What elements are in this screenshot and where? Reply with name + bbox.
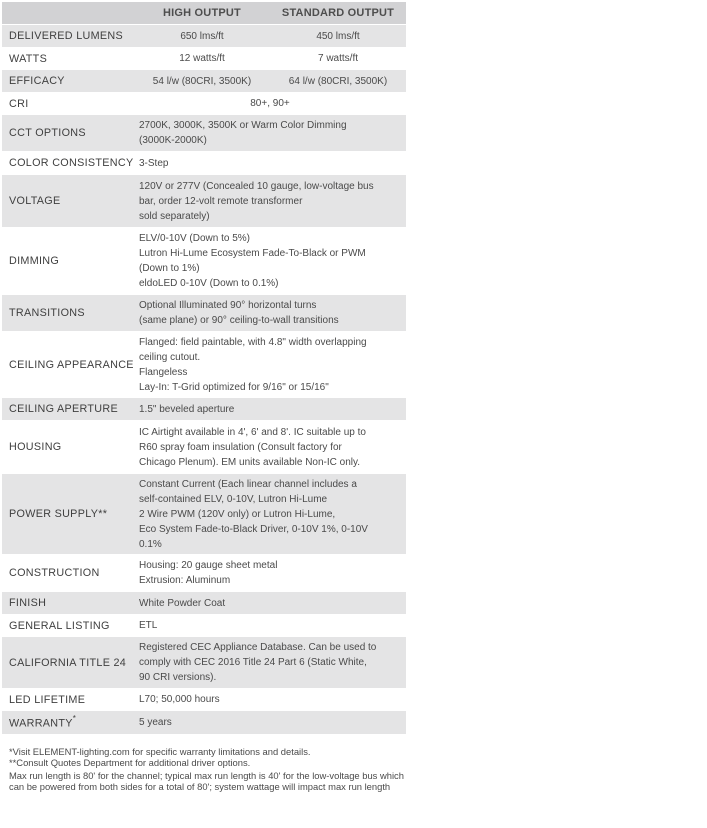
standard-output-value: 64 l/w (80CRI, 3500K): [288, 75, 388, 87]
table-row: [2, 473, 406, 554]
standard-output-value: 450 lms/ft: [316, 30, 360, 42]
value-line: bar, order 12-volt remote transformer: [139, 195, 303, 207]
value-line: 2 Wire PWM (120V only) or Lutron Hi-Lume,: [139, 508, 336, 520]
row-value: [134, 179, 406, 224]
row-label: HOUSING: [9, 441, 62, 453]
value-line: 120V or 277V (Concealed 10 gauge, low-voltage bus: [139, 180, 374, 192]
row-label: CCT OPTIONS: [9, 127, 86, 139]
row-value: [134, 156, 406, 171]
footnotes: [9, 747, 404, 792]
value-line: (3000K-2000K): [139, 135, 207, 146]
value-line: 3-Step: [139, 157, 169, 169]
value-line: Flanged: field paintable, with 4.8" width overlapping: [139, 336, 367, 348]
table-row: [2, 554, 406, 591]
value-line: White Powder Coat: [139, 597, 226, 609]
value-line: Housing: 20 gauge sheet metal: [139, 560, 278, 571]
row-value: [134, 477, 406, 552]
row-label: LED LIFETIME: [9, 693, 86, 706]
table-row: [2, 174, 406, 227]
table-row: [2, 151, 406, 174]
value-line: 0.1%: [139, 538, 162, 550]
footnote-warranty: *Visit ELEMENT-lighting.com for specific warranty limitations and details.: [9, 746, 311, 757]
value-line: R60 spray foam insulation (Consult factory for: [139, 441, 342, 453]
warranty-label-text: WARRANTY: [9, 717, 73, 730]
header-high-output: HIGH OUTPUT: [163, 7, 241, 19]
row-label: DIMMING: [9, 255, 60, 267]
row-value: [134, 118, 406, 148]
row-label: WATTS: [9, 52, 48, 65]
table-row: [2, 614, 406, 636]
row-label: EFFICACY: [9, 75, 65, 87]
value-line: Constant Current (Each linear channel includes a: [139, 478, 357, 490]
value-line: Eco System Fade-to-Black Driver, 0-10V 1%, 0-10V: [139, 523, 368, 535]
row-value: [134, 298, 406, 328]
table-row: [2, 397, 406, 420]
value-line: (same plane) or 90° ceiling-to-wall transitions: [139, 315, 339, 326]
value-line: ELV/0-10V (Down to 5%): [139, 233, 250, 244]
row-label: DELIVERED LUMENS: [9, 30, 123, 42]
high-output-value: 650 lms/ft: [180, 30, 224, 42]
value-line: IC Airtight available in 4', 6' and 8'. IC suitable up to: [139, 426, 366, 438]
value-line: Extrusion: Aluminum: [139, 575, 231, 586]
row-value: [134, 335, 406, 395]
row-label: FINISH: [9, 597, 47, 609]
row-value: [134, 558, 406, 588]
header-standard-output: STANDARD OUTPUT: [281, 7, 395, 19]
table-row: [2, 227, 406, 294]
value-line: Registered CEC Appliance Database. Can be used to: [139, 642, 377, 653]
row-value: [134, 402, 406, 417]
row-label: TRANSITIONS: [9, 307, 85, 319]
row-value: [134, 692, 406, 707]
value-line: Lay-In: T-Grid optimized for 9/16" or 15/16": [139, 381, 329, 393]
row-value: [134, 231, 406, 291]
row-label: [2, 715, 134, 730]
row-label: VOLTAGE: [9, 195, 61, 207]
table-row: [2, 688, 406, 710]
footnote-max-run-length: Max run length is 80' for the channel; typical max run length is 40' for the low-voltage bus which can be powered from both sides for a total of 80'; system wattage will impact max run length: [9, 770, 404, 792]
value-line: sold separately): [139, 210, 210, 222]
table-row: [2, 294, 406, 331]
row-label: POWER SUPPLY**: [9, 508, 108, 520]
warranty-footnote-marker: *: [72, 714, 77, 724]
value-line: Optional Illuminated 90° horizontal turns: [139, 300, 317, 311]
value-line: eldoLED 0-10V (Down to 0.1%): [139, 278, 279, 289]
value-line: Flangeless: [139, 366, 188, 378]
value-line: Lutron Hi-Lume Ecosystem Fade-To-Black or PWM: [139, 248, 366, 259]
value-line: (Down to 1%): [139, 263, 200, 274]
table-row: [2, 331, 406, 397]
row-value: [134, 596, 406, 611]
value-line: comply with CEC 2016 Title 24 Part 6 (Static White,: [139, 657, 367, 668]
value-line: ETL: [139, 620, 158, 631]
row-value: [134, 618, 406, 633]
spec-table: [2, 2, 406, 734]
value-line: 1.5" beveled aperture: [139, 403, 235, 415]
row-label: CALIFORNIA TITLE 24: [9, 656, 127, 669]
table-row: [2, 420, 406, 473]
footnote-driver-options: **Consult Quotes Department for additional driver options.: [9, 756, 251, 768]
value-line: L70; 50,000 hours: [139, 694, 220, 705]
value-line: 2700K, 3000K, 3500K or Warm Color Dimming: [139, 120, 347, 131]
table-row: [2, 114, 406, 151]
high-output-value: 54 l/w (80CRI, 3500K): [152, 75, 252, 87]
value-line: 5 years: [139, 717, 172, 728]
row-label: GENERAL LISTING: [9, 619, 110, 632]
standard-output-value: 7 watts/ft: [317, 53, 358, 64]
row-label: CONSTRUCTION: [9, 567, 100, 579]
row-value: [134, 715, 406, 730]
table-row: [2, 69, 406, 92]
high-output-value: 12 watts/ft: [179, 53, 225, 64]
table-row: [2, 47, 406, 69]
table-header: [2, 2, 406, 24]
row-label: CEILING APPEARANCE: [9, 358, 134, 371]
value-line: self-contained ELV, 0-10V, Lutron Hi-Lume: [139, 493, 328, 505]
row-label: COLOR CONSISTENCY: [9, 157, 134, 169]
table-row: [2, 710, 406, 734]
row-value: [134, 640, 406, 685]
value-line: 90 CRI versions).: [139, 672, 217, 683]
row-label: CRI: [9, 97, 29, 110]
row-label: CEILING APERTURE: [9, 403, 118, 415]
shared-value: 80+, 90+: [250, 98, 290, 109]
table-row: [2, 591, 406, 614]
table-row: [2, 24, 406, 47]
row-value: [134, 425, 406, 470]
table-row: [2, 92, 406, 114]
table-row: [2, 636, 406, 688]
value-line: Chicago Plenum). EM units available Non-IC only.: [139, 456, 361, 468]
value-line: ceiling cutout.: [139, 351, 201, 363]
